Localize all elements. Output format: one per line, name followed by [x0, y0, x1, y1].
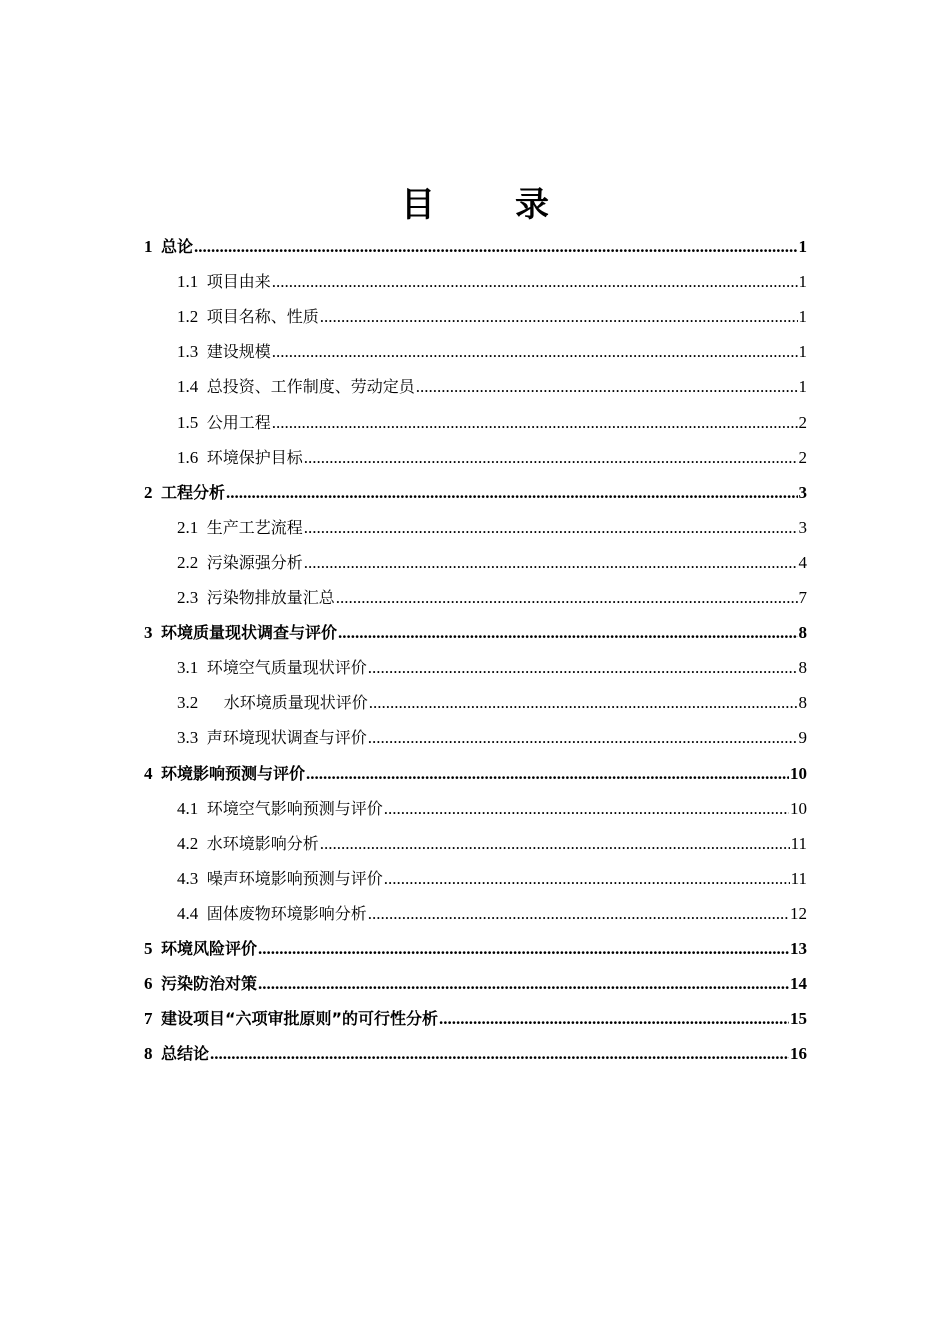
toc-section-entry[interactable]: [144, 296, 807, 331]
toc-entry-title: 环境空气质量现状评价: [206, 658, 367, 678]
toc-entry-page-number: 14: [790, 974, 807, 994]
toc-entry-title: 总结论: [161, 1044, 210, 1064]
toc-entry-title: 建设规模: [206, 342, 271, 362]
toc-entry-page-number: 1: [798, 377, 807, 397]
toc-entry-page-number: 13: [790, 938, 807, 958]
toc-entry-title: 生产工艺流程: [206, 517, 303, 537]
toc-entry-page-number: 11: [790, 833, 807, 853]
toc-dot-leader: [194, 236, 797, 258]
toc-entry-number: 1.3: [177, 342, 207, 362]
toc-entry-title: 工程分析: [161, 482, 226, 502]
toc-entry-number: 3.2: [177, 693, 224, 713]
toc-section-entry[interactable]: [144, 366, 807, 401]
toc-dot-leader: [369, 692, 798, 714]
toc-section-entry[interactable]: [144, 858, 807, 893]
toc-chapter-entry[interactable]: [144, 472, 807, 507]
toc-chapter-entry[interactable]: [144, 1033, 807, 1068]
toc-entry-number: 1.4: [177, 377, 207, 397]
toc-entry-page-number: 12: [790, 903, 807, 923]
toc-dot-leader: [336, 587, 798, 609]
toc-entry-number: 1.5: [177, 412, 207, 432]
toc-dot-leader: [258, 973, 789, 995]
toc-dot-leader: [272, 412, 798, 434]
toc-entry-number: 2: [144, 482, 161, 502]
toc-section-entry[interactable]: [144, 261, 807, 296]
toc-chapter-entry[interactable]: [144, 752, 807, 787]
toc-dot-leader: [384, 798, 789, 820]
toc-section-entry[interactable]: [144, 331, 807, 366]
toc-entry-number: 7: [144, 1009, 161, 1029]
toc-entry-page-number: 1: [798, 342, 807, 362]
toc-section-entry[interactable]: [144, 507, 807, 542]
toc-entry-number: 1.1: [177, 272, 207, 292]
toc-entry-page-number: 16: [790, 1044, 807, 1064]
toc-entry-title: 环境质量现状调查与评价: [161, 623, 338, 643]
toc-entry-number: 2.2: [177, 552, 207, 572]
toc-dot-leader: [272, 341, 798, 363]
toc-section-entry[interactable]: [144, 788, 807, 823]
toc-entry-number: 4.3: [177, 868, 207, 888]
toc-entry-number: 2.3: [177, 588, 207, 608]
toc-entry-title: 环境影响预测与评价: [161, 763, 306, 783]
toc-entry-page-number: 3: [798, 482, 807, 502]
toc-entry-page-number: 4: [798, 552, 807, 572]
toc-section-entry[interactable]: [144, 893, 807, 928]
toc-entry-page-number: 1: [798, 307, 807, 327]
toc-chapter-entry[interactable]: [144, 612, 807, 647]
toc-chapter-entry[interactable]: [144, 928, 807, 963]
toc-entry-title: 总投资、工作制度、劳动定员: [206, 377, 415, 397]
toc-dot-leader: [258, 938, 789, 960]
toc-entry-number: 1.2: [177, 307, 207, 327]
toc-entry-number: 4.1: [177, 798, 207, 818]
toc-entry-page-number: 11: [790, 868, 807, 888]
toc-section-entry[interactable]: [144, 401, 807, 436]
toc-entry-page-number: 2: [798, 447, 807, 467]
table-of-contents: [144, 226, 807, 1068]
toc-section-entry[interactable]: [144, 717, 807, 752]
toc-dot-leader: [304, 517, 798, 539]
toc-dot-leader: [368, 727, 798, 749]
toc-entry-page-number: 8: [798, 658, 807, 678]
toc-section-entry[interactable]: [144, 647, 807, 682]
toc-dot-leader: [226, 482, 797, 504]
toc-dot-leader: [320, 306, 798, 328]
toc-title-char-2: 录: [515, 185, 549, 225]
toc-chapter-entry[interactable]: [144, 226, 807, 261]
toc-title: [0, 183, 950, 227]
toc-entry-page-number: 1: [798, 272, 807, 292]
toc-dot-leader: [416, 376, 798, 398]
toc-entry-title: 项目由来: [206, 272, 271, 292]
toc-entry-page-number: 10: [790, 763, 807, 783]
toc-chapter-entry[interactable]: [144, 963, 807, 998]
toc-section-entry[interactable]: [144, 682, 807, 717]
toc-dot-leader: [368, 657, 798, 679]
toc-entry-page-number: 2: [798, 412, 807, 432]
toc-dot-leader: [338, 622, 797, 644]
toc-entry-number: 1: [144, 237, 161, 257]
toc-entry-page-number: 8: [798, 693, 807, 713]
toc-entry-page-number: 9: [798, 728, 807, 748]
toc-entry-title: 水环境质量现状评价: [223, 693, 368, 713]
toc-entry-page-number: 10: [790, 798, 807, 818]
toc-entry-title: 污染防治对策: [161, 974, 258, 994]
toc-entry-number: 4: [144, 763, 161, 783]
toc-dot-leader: [210, 1043, 789, 1065]
toc-entry-number: 5: [144, 938, 161, 958]
toc-entry-number: 3.3: [177, 728, 207, 748]
toc-entry-title: 项目名称、性质: [206, 307, 319, 327]
toc-dot-leader: [304, 447, 798, 469]
toc-entry-number: 3: [144, 623, 161, 643]
toc-dot-leader: [384, 868, 790, 890]
toc-entry-number: 4.2: [177, 833, 207, 853]
toc-dot-leader: [439, 1008, 789, 1030]
toc-entry-title: 环境空气影响预测与评价: [206, 798, 383, 818]
toc-entry-number: 3.1: [177, 658, 207, 678]
toc-chapter-entry[interactable]: [144, 998, 807, 1033]
toc-entry-title: 噪声环境影响预测与评价: [206, 868, 383, 888]
toc-dot-leader: [306, 763, 789, 785]
toc-entry-title: 水环境影响分析: [206, 833, 319, 853]
toc-entry-page-number: 3: [798, 517, 807, 537]
toc-entry-number: 6: [144, 974, 161, 994]
toc-entry-page-number: 7: [798, 588, 807, 608]
toc-entry-number: 1.6: [177, 447, 207, 467]
toc-entry-number: 8: [144, 1044, 161, 1064]
toc-entry-page-number: 8: [798, 623, 807, 643]
toc-entry-title: 固体废物环境影响分析: [206, 903, 367, 923]
toc-entry-title: 污染物排放量汇总: [206, 588, 335, 608]
toc-entry-title: 总论: [161, 237, 194, 257]
toc-section-entry[interactable]: [144, 577, 807, 612]
toc-section-entry[interactable]: [144, 437, 807, 472]
toc-entry-title: 环境保护目标: [206, 447, 303, 467]
toc-entry-page-number: 1: [798, 237, 807, 257]
toc-entry-title: 污染源强分析: [206, 552, 303, 572]
toc-entry-page-number: 15: [790, 1009, 807, 1029]
toc-dot-leader: [320, 833, 790, 855]
toc-section-entry[interactable]: [144, 823, 807, 858]
toc-entry-title: 环境风险评价: [161, 938, 258, 958]
toc-dot-leader: [304, 552, 798, 574]
toc-dot-leader: [272, 271, 798, 293]
toc-entry-number: 2.1: [177, 517, 207, 537]
toc-entry-title: 声环境现状调查与评价: [206, 728, 367, 748]
toc-title-char-1: 目: [401, 185, 435, 225]
toc-dot-leader: [368, 903, 789, 925]
toc-entry-number: 4.4: [177, 903, 207, 923]
toc-entry-title: 公用工程: [206, 412, 271, 432]
toc-section-entry[interactable]: [144, 542, 807, 577]
toc-entry-title: 建设项目“六项审批原则”的可行性分析: [161, 1009, 439, 1029]
